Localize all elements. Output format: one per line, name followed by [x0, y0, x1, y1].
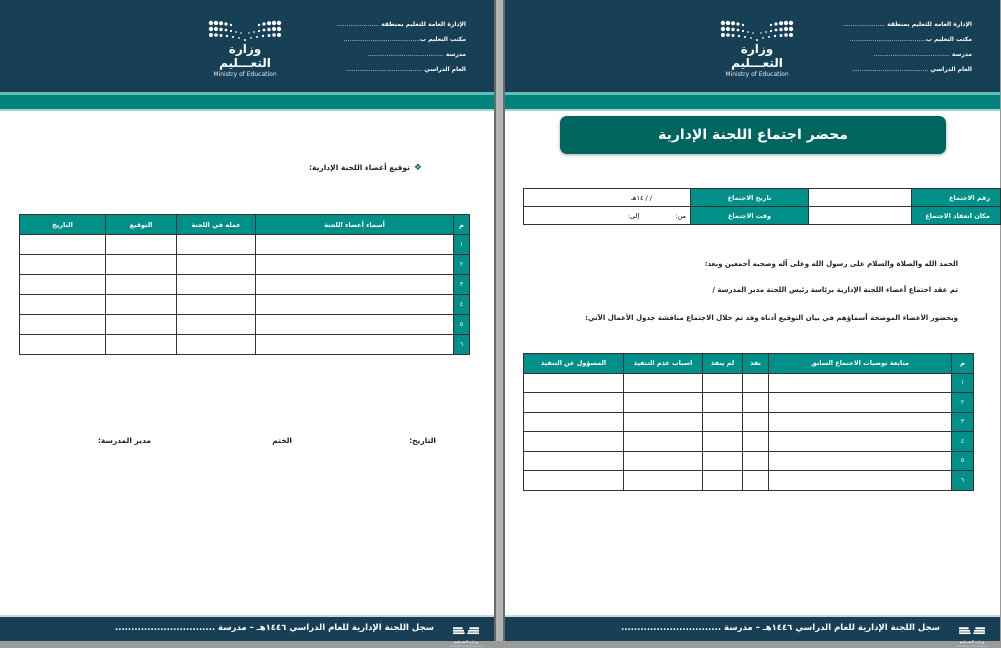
member-signature-cell[interactable] — [106, 255, 177, 275]
done-cell[interactable] — [743, 451, 769, 471]
ministry-logo-dots-icon — [719, 20, 795, 42]
row-number: ١ — [952, 373, 974, 393]
header-line-year: العام الدراسي ........................................ — [345, 66, 466, 73]
row-number: ٣ — [952, 412, 974, 432]
reason-cell[interactable] — [624, 432, 703, 452]
member-name-cell[interactable] — [256, 315, 454, 335]
ministry-logo — [717, 20, 797, 79]
meeting-date-field[interactable]: / / ١٤هـ — [524, 189, 691, 207]
col-header-role: عمله في اللجنة — [177, 215, 256, 235]
not-done-cell[interactable] — [703, 393, 743, 413]
member-date-cell[interactable] — [20, 255, 106, 275]
signature-principal-label: مدير المدرسة: — [97, 436, 151, 445]
responsible-cell[interactable] — [524, 373, 624, 393]
table-row — [524, 373, 974, 393]
done-cell[interactable] — [743, 432, 769, 452]
table-header-row — [524, 354, 974, 374]
table-header-row — [20, 215, 470, 235]
signature-date-label: التاريخ: — [409, 436, 436, 445]
table-row — [524, 412, 974, 432]
page-footer — [0, 615, 494, 648]
time-from-label: من: — [675, 211, 686, 220]
member-role-cell[interactable] — [177, 255, 256, 275]
meeting-date-label: تاريخ الاجتماع — [691, 189, 809, 207]
member-name-cell[interactable] — [256, 295, 454, 315]
not-done-cell[interactable] — [703, 412, 743, 432]
col-header-responsible: المسؤول عن التنفيذ — [524, 354, 624, 374]
reason-cell[interactable] — [624, 373, 703, 393]
table-row — [20, 295, 470, 315]
reason-cell[interactable] — [624, 412, 703, 432]
member-date-cell[interactable] — [20, 295, 106, 315]
member-role-cell[interactable] — [177, 295, 256, 315]
done-cell[interactable] — [743, 393, 769, 413]
row-number: ١ — [454, 235, 470, 255]
header-line-office: مكتب التعليم ب........................................ — [849, 36, 972, 43]
table-row — [20, 255, 470, 275]
member-signature-cell[interactable] — [106, 295, 177, 315]
footer-text: سجل اللجنة الإدارية للعام الدراسي ١٤٤٦هـ – مدرسة ............................... — [115, 623, 434, 633]
member-signature-cell[interactable] — [106, 335, 177, 355]
meeting-place-field[interactable] — [809, 207, 912, 225]
done-cell[interactable] — [743, 471, 769, 491]
footer-logo-english: Ministry of Education — [956, 644, 988, 648]
col-header-number: م — [454, 215, 470, 235]
footer-logo-arabic: وزارة التعـــليم — [959, 639, 985, 644]
signature-stamp-label: الختم — [272, 436, 292, 445]
member-date-cell[interactable] — [20, 275, 106, 295]
info-row-2 — [524, 207, 1001, 225]
header-stripe-bottom — [505, 109, 1000, 111]
ministry-logo-dots-icon — [207, 20, 283, 42]
header-line-school: مدرسة ........................................ — [367, 51, 466, 58]
row-number: ٢ — [454, 255, 470, 275]
row-number: ٦ — [952, 471, 974, 491]
reason-cell[interactable] — [624, 451, 703, 471]
logo-english-text: Ministry of Education — [213, 71, 277, 78]
responsible-cell[interactable] — [524, 412, 624, 432]
done-cell[interactable] — [743, 373, 769, 393]
right-page — [505, 0, 1000, 648]
col-header-member-names: أسماء أعضاء اللجنة — [256, 215, 454, 235]
col-header-not-done: لم ينفذ — [703, 354, 743, 374]
member-date-cell[interactable] — [20, 315, 106, 335]
row-number: ٤ — [952, 432, 974, 452]
header-line-year: العام الدراسي ........................................ — [851, 66, 972, 73]
row-number: ٥ — [454, 315, 470, 335]
header-stripe-bottom — [0, 109, 494, 111]
info-row-1 — [524, 189, 1001, 207]
table-row — [524, 471, 974, 491]
col-header-previous-recommendations: متابعة توصيات الاجتماع السابق — [769, 354, 952, 374]
row-number: ٤ — [454, 295, 470, 315]
header-info-lines — [337, 17, 466, 77]
header-line-region: الإدارة العامة للتعليم بمنطقة ...................... — [843, 21, 972, 28]
intro-paragraph: الحمد الله والصلاة والسلام على رسول الله وعلى آله وصحبه أجمعين وبعد: — [704, 260, 958, 268]
reason-cell[interactable] — [624, 393, 703, 413]
meeting-place-label: مكان انعقاد الاجتماع — [912, 207, 1001, 225]
footer-logo — [956, 620, 988, 648]
logo-arabic-text: وزارة التعـــليم — [731, 42, 783, 70]
table-row — [524, 432, 974, 452]
followup-table — [523, 353, 974, 491]
page-divider — [494, 0, 505, 641]
recommendation-cell[interactable] — [769, 373, 952, 393]
ministry-logo — [205, 20, 285, 79]
not-done-cell[interactable] — [703, 432, 743, 452]
responsible-cell[interactable] — [524, 471, 624, 491]
footer-logo-arabic: وزارة التعـــليم — [453, 639, 479, 644]
meeting-number-field[interactable] — [809, 189, 912, 207]
done-cell[interactable] — [743, 412, 769, 432]
table-row — [20, 335, 470, 355]
not-done-cell[interactable] — [703, 373, 743, 393]
logo-arabic-text: وزارة التعـــليم — [219, 42, 271, 70]
col-header-reasons: اسباب عدم التنفيذ — [624, 354, 703, 374]
recommendation-cell[interactable] — [769, 412, 952, 432]
col-header-signature: التوقيع — [106, 215, 177, 235]
meeting-info-table — [523, 188, 1001, 225]
responsible-cell[interactable] — [524, 451, 624, 471]
footer-logo-english: Ministry of Education — [450, 644, 482, 648]
member-name-cell[interactable] — [256, 335, 454, 355]
member-role-cell[interactable] — [177, 335, 256, 355]
not-done-cell[interactable] — [703, 471, 743, 491]
table-row — [524, 393, 974, 413]
row-number: ٥ — [952, 451, 974, 471]
footer-text: سجل اللجنة الإدارية للعام الدراسي ١٤٤٦هـ – مدرسة ............................... — [621, 623, 940, 633]
members-signature-heading: ❖توقيع أعضاء اللجنة الإدارية: — [309, 163, 422, 173]
member-name-cell[interactable] — [256, 255, 454, 275]
meeting-time-label: وقت الاجتماع — [691, 207, 809, 225]
member-signature-cell[interactable] — [106, 235, 177, 255]
page-header — [0, 0, 494, 92]
recommendation-cell[interactable] — [769, 471, 952, 491]
member-date-cell[interactable] — [20, 235, 106, 255]
responsible-cell[interactable] — [524, 432, 624, 452]
member-role-cell[interactable] — [177, 275, 256, 295]
member-signature-cell[interactable] — [106, 275, 177, 295]
recommendation-cell[interactable] — [769, 451, 952, 471]
page-footer — [505, 615, 1000, 648]
recommendation-cell[interactable] — [769, 432, 952, 452]
table-row — [20, 235, 470, 255]
table-row — [20, 315, 470, 335]
col-header-date: التاريخ — [20, 215, 106, 235]
row-number: ٣ — [454, 275, 470, 295]
member-date-cell[interactable] — [20, 335, 106, 355]
row-number: ٦ — [454, 335, 470, 355]
table-row — [524, 451, 974, 471]
footer-logo — [450, 620, 482, 648]
logo-english-text: Ministry of Education — [725, 71, 789, 78]
member-role-cell[interactable] — [177, 315, 256, 335]
document-title: محضر اجتماع اللجنة الإدارية — [560, 116, 946, 154]
reason-cell[interactable] — [624, 471, 703, 491]
row-number: ٢ — [952, 393, 974, 413]
meeting-held-paragraph: تم عقد اجتماع أعضاء اللجنة الإدارية برئاسة رئيس اللجنة مدير المدرسة / — [712, 286, 958, 294]
meeting-time-field[interactable] — [524, 207, 691, 225]
header-info-lines — [843, 17, 972, 77]
page-header — [505, 0, 1000, 92]
col-header-done: نفذ — [743, 354, 769, 374]
member-name-cell[interactable] — [256, 275, 454, 295]
header-line-region: الإدارة العامة للتعليم بمنطقة ...................... — [337, 21, 466, 28]
not-done-cell[interactable] — [703, 451, 743, 471]
recommendation-cell[interactable] — [769, 393, 952, 413]
header-line-office: مكتب التعليم ب........................................ — [343, 36, 466, 43]
member-role-cell[interactable] — [177, 235, 256, 255]
responsible-cell[interactable] — [524, 393, 624, 413]
time-to-label: إلى: — [627, 211, 640, 220]
col-header-number: م — [952, 354, 974, 374]
table-row — [20, 275, 470, 295]
footer-logo-dots-icon — [959, 627, 985, 635]
attendance-paragraph: وبحضور الأعضاء الموضحة أسماؤهم في بيان التوقيع أدناه وقد تم خلال الاجتماع مناقشة جدول الأعمال الآتي: — [585, 314, 958, 322]
member-signature-cell[interactable] — [106, 315, 177, 335]
header-stripe — [505, 95, 1000, 109]
member-name-cell[interactable] — [256, 235, 454, 255]
footer-logo-dots-icon — [453, 627, 479, 635]
diamond-bullet-icon: ❖ — [413, 163, 422, 173]
header-stripe — [0, 95, 494, 109]
members-table — [19, 214, 470, 355]
left-page — [0, 0, 494, 648]
meeting-number-label: رقم الاجتماع — [912, 189, 1001, 207]
header-line-school: مدرسة ........................................ — [873, 51, 972, 58]
